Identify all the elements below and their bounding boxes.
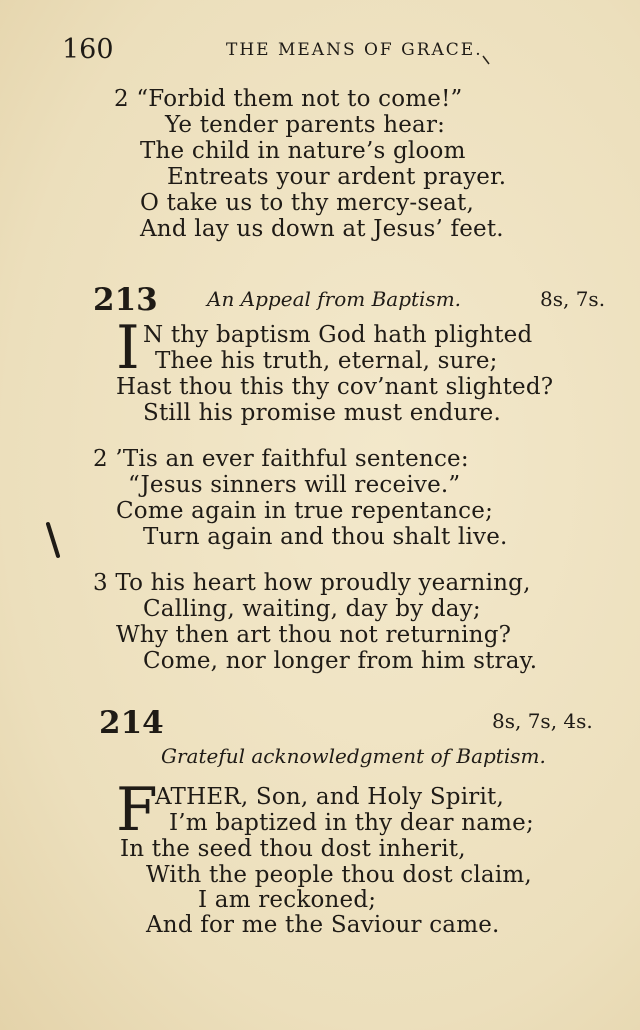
verse-line: And lay us down at Jesus’ feet. bbox=[140, 216, 504, 242]
hymn-title: An Appeal from Baptism. bbox=[207, 287, 462, 311]
drop-cap: I bbox=[116, 313, 140, 383]
hymn-meter: 8s, 7s. bbox=[540, 287, 606, 311]
verse-line: The child in nature’s gloom bbox=[140, 138, 466, 164]
stray-ink-mark bbox=[480, 50, 494, 70]
verse-line: 3 To his heart how proudly yearning, bbox=[93, 570, 531, 596]
verse-line: With the people thou dost claim, bbox=[146, 862, 532, 888]
verse-line: Turn again and thou shalt live. bbox=[143, 524, 508, 550]
verse-line: 2 “Forbid them not to come!” bbox=[114, 86, 463, 112]
verse-line: In the seed thou dost inherit, bbox=[120, 836, 466, 862]
verse-line: I’m baptized in thy dear name; bbox=[169, 810, 534, 836]
page-number: 160 bbox=[62, 34, 114, 65]
hymn-number: 213 bbox=[93, 282, 158, 318]
hymn-number: 214 bbox=[99, 705, 164, 741]
verse-line: Still his promise must endure. bbox=[143, 400, 501, 426]
verse-line: “Jesus sinners will receive.” bbox=[128, 472, 461, 498]
verse-line: 2 ’Tis an ever faithful sentence: bbox=[93, 446, 469, 472]
verse-line: ATHER, Son, and Holy Spirit, bbox=[155, 784, 504, 810]
verse-line: Come, nor longer from him stray. bbox=[143, 648, 538, 674]
verse-line: Entreats your ardent prayer. bbox=[167, 164, 507, 190]
stray-ink-mark bbox=[40, 520, 70, 560]
hymn-meter: 8s, 7s, 4s. bbox=[492, 709, 593, 733]
verse-line: I am reckoned; bbox=[198, 887, 377, 913]
verse-line: Calling, waiting, day by day; bbox=[143, 596, 481, 622]
verse-line: O take us to thy mercy-seat, bbox=[140, 190, 475, 216]
drop-cap: F bbox=[116, 775, 158, 845]
verse-line: Hast thou this thy cov’nant slighted? bbox=[116, 374, 554, 400]
verse-line: And for me the Saviour came. bbox=[146, 912, 500, 938]
verse-line: Come again in true repentance; bbox=[116, 498, 494, 524]
hymn-title: Grateful acknowledgment of Baptism. bbox=[161, 744, 546, 768]
verse-line: N thy baptism God hath plighted bbox=[143, 322, 533, 348]
verse-line: Ye tender parents hear: bbox=[165, 112, 446, 138]
verse-line: Thee his truth, eternal, sure; bbox=[155, 348, 498, 374]
verse-line: Why then art thou not returning? bbox=[116, 622, 512, 648]
running-title: THE MEANS OF GRACE. bbox=[226, 40, 483, 60]
